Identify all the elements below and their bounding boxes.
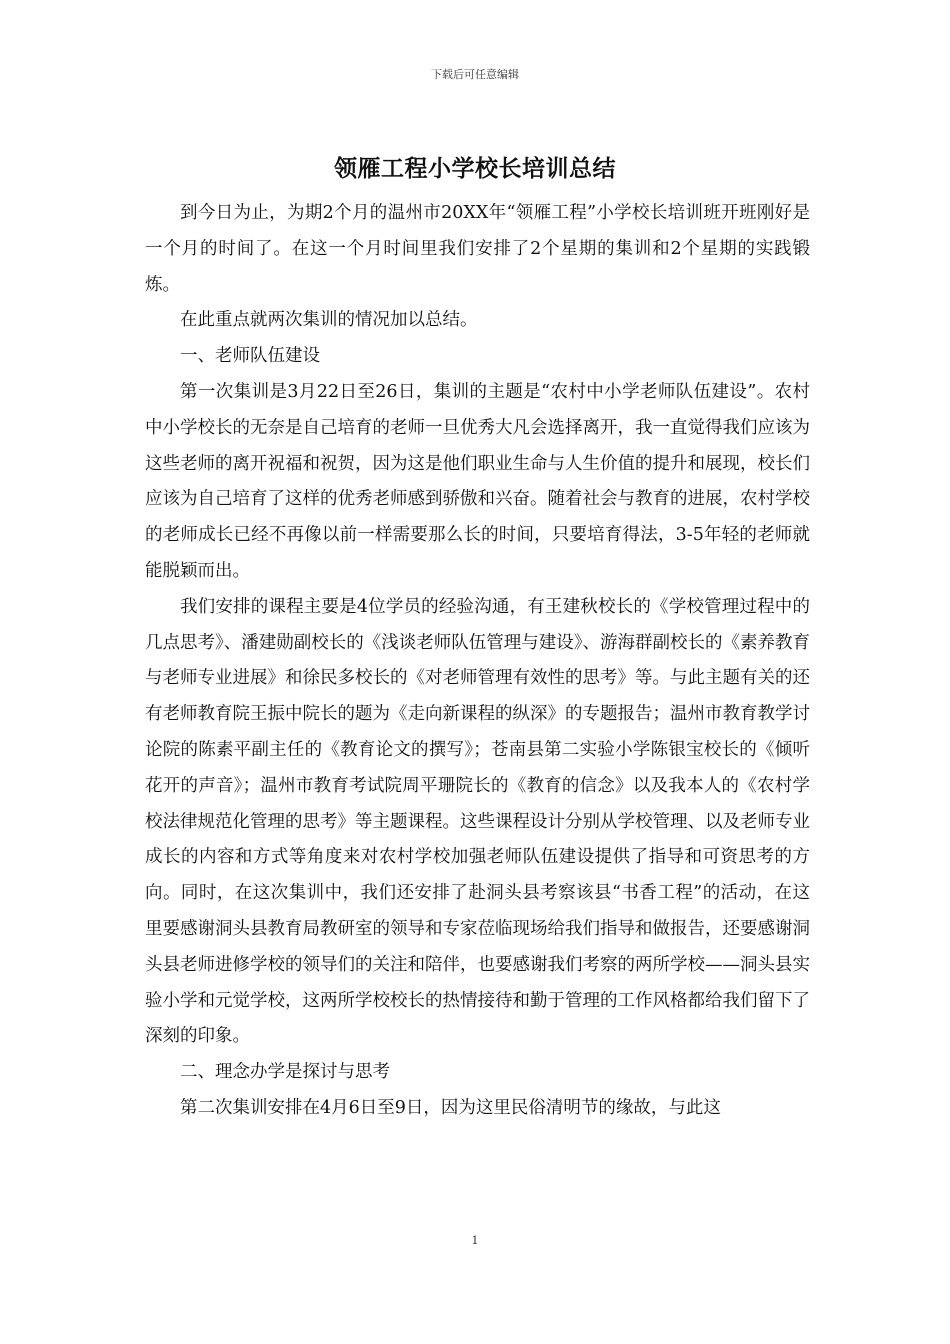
section-heading: 二、理念办学是探讨与思考 [180,1062,390,1083]
paragraph: 第二次集训安排在4月6日至9日，因为这里民俗清明节的缘故，与此这 [180,1097,721,1118]
paragraph: 到今日为止，为期2个月的温州市20XX年“领雁工程”小学校长培训班开班刚好是一个月的时间了。在这一个月时间里我们安排了2个星期的集训和2个星期的实践锻炼。 [145,203,810,295]
paragraph: 在此重点就两次集训的情况加以总结。 [180,310,478,331]
page-number: 1 [471,1234,479,1247]
paragraph: 我们安排的课程主要是4位学员的经验沟通，有王建秋校长的《学校管理过程中的几点思考》、潘建勋副校长的《浅谈老师队伍管理与建设》、游海群副校长的《素养教育与老师专业进展》和徐民多校长的《对老师管理有效性的思考》等。与此主题有关的还有老师教育院王振中院长的题为《走向新课程的纵深》的专题报告；温州市教育教学讨论院的陈素平副主任的《教育论文的撰写》；苍南县第二实验小学陈银宝校长的《倾听花开的声音》；温州市教育考试院周平珊院长的《教育的信念》以及我本人的《农村学校法律规范化管理的思考》等主题课程。这些课程设计分别从学校管理、以及老师专业成长的内容和方式等角度来对农村学校加强老师队伍建设提供了指导和可资思考的方向。同时，在这次集训中，我们还安排了赴洞头县考察该县“书香工程”的活动，在这里要感谢洞头县教育局教研室的领导和专家莅临现场给我们指导和做报告，还要感谢洞头县老师进修学校的领导们的关注和陪伴，也要感谢我们考察的两所学校——洞头县实验小学和元觉学校，这两所学校校长的热情接待和勤于管理的工作风格都给我们留下了深刻的印象。 [145,596,810,1047]
section-heading: 一、老师队伍建设 [180,346,320,367]
header-note: 下载后可任意编辑 [431,68,519,81]
document-title: 领雁工程小学校长培训总结 [334,155,616,182]
paragraph: 第一次集训是3月22日至26日，集训的主题是“农村中小学老师队伍建设”。农村中小学校长的无奈是自己培育的老师一旦优秀大凡会选择离开，我一直觉得我们应该为这些老师的离开祝福和祝贺，因为这是他们职业生命与人生价值的提升和展现，校长们应该为自己培育了这样的优秀老师感到骄傲和兴奋。随着社会与教育的进展，农村学校的老师成长已经不再像以前一样需要那么长的时间，只要培育得法，3-5年轻的老师就能脱颖而出。 [145,381,810,581]
document-body [145,196,810,1127]
